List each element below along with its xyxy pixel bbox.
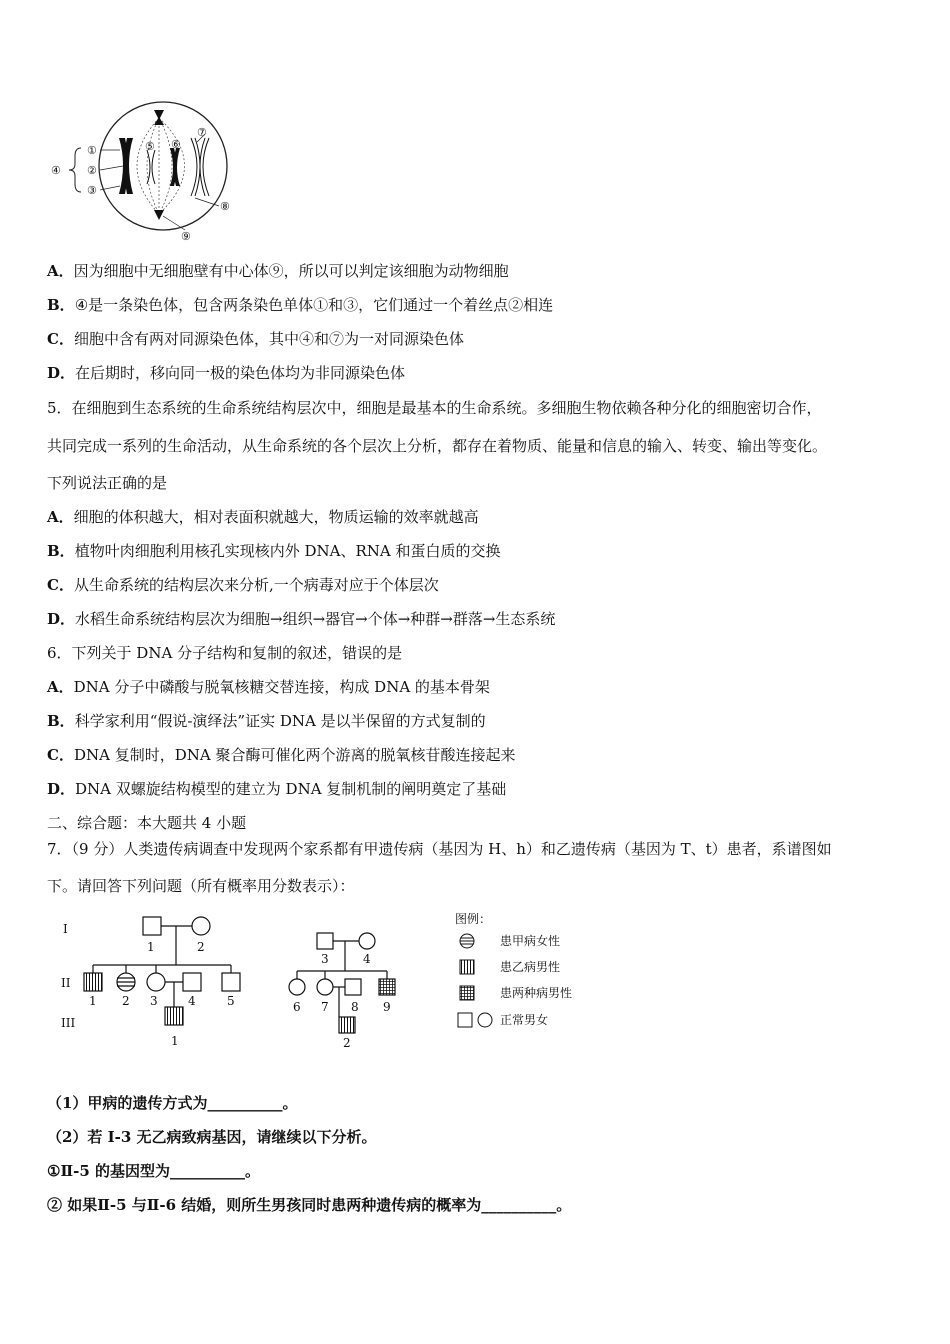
q7-sub1: （1）甲病的遗传方式为__________。 [47,1094,298,1112]
q6-option-c: C．DNA 复制时，DNA 聚合酶可催化两个游离的脱氧核苷酸连接起来 [47,746,516,764]
svg-text:9: 9 [383,1000,391,1014]
f2-8-male [345,979,361,995]
gen-label-II: II [61,976,71,990]
pedigree-chart [55,905,595,1055]
svg-text:3: 3 [321,952,329,966]
q7-sub2b: ② 如果Ⅱ-5 与Ⅱ-6 结婚，则所生男孩同时患两种遗传病的概率为__________。 [47,1196,572,1214]
f2-4-female [359,933,375,949]
svg-text:患两种病男性: 患两种病男性 [500,986,573,1000]
f2-9-male-both-diseases [379,979,395,995]
q5-option-a: A．细胞的体积越大，相对表面积就越大，物质运输的效率就越高 [47,508,479,526]
q5-stem-line1: 5．在细胞到生态系统的生命系统结构层次中，细胞是最基本的生命系统。多细胞生物依赖各种分化的细胞密切合作， [47,399,822,417]
q4-option-b: B．④是一条染色体，包含两条染色单体①和③，它们通过一个着丝点②相连 [47,296,554,314]
q5-option-d: D．水稻生命系统结构层次为细胞→组织→器官→个体→种群→群落→生态系统 [47,610,556,628]
q7-stem-line2: 下。请回答下列问题（所有概率用分数表示）： [47,877,355,895]
label-9: ⑨ [181,230,191,243]
q5-stem-line3: 下列说法正确的是 [47,474,168,492]
label-5: ⑤ [145,140,155,153]
svg-text:患乙病男性: 患乙病男性 [500,960,561,974]
svg-text:患甲病女性: 患甲病女性 [500,934,561,948]
label-1: ① [87,144,97,157]
f1-III-1-male-disease-b [165,1007,183,1025]
label-3: ③ [87,184,97,197]
svg-text:2: 2 [197,940,205,954]
svg-text:图例：: 图例： [455,912,492,926]
svg-text:2: 2 [343,1036,351,1050]
q4-option-a: A．因为细胞中无细胞壁有中心体⑨，所以可以判定该细胞为动物细胞 [47,262,509,280]
f2-6-female [289,979,305,995]
svg-text:5: 5 [227,994,235,1008]
f1-II-4-male [183,973,201,991]
f2-III-2-male-disease-b [339,1017,355,1033]
q5-stem-line2: 共同完成一系列的生命活动，从生命系统的各个层次上分析，都存在着物质、能量和信息的输入、转变、输出等变化。 [47,437,828,455]
svg-text:正常男女: 正常男女 [500,1013,549,1027]
f2-7-female [317,979,333,995]
f1-II-5-male [222,973,240,991]
svg-text:1: 1 [89,994,97,1008]
centriole-top [154,110,164,125]
label-6: ⑥ [171,138,181,151]
chromosome-small-6 [170,148,180,186]
gen-label-III: III [61,1016,76,1030]
q5-option-c: C．从生命系统的结构层次来分析,一个病毒对应于个体层次 [47,576,439,594]
q7-sub2a: ①Ⅱ-5 的基因型为__________。 [47,1162,260,1180]
svg-text:2: 2 [122,994,130,1008]
q5-option-b: B．植物叶肉细胞利用核孔实现核内外 DNA、RNA 和蛋白质的交换 [47,542,501,560]
svg-text:8: 8 [351,1000,359,1014]
svg-text:1: 1 [147,940,155,954]
f1-I-2-female [192,917,210,935]
q6-option-a: A．DNA 分子中磷酸与脱氧核糖交替连接，构成 DNA 的基本骨架 [47,678,490,696]
svg-text:6: 6 [293,1000,301,1014]
label-7: ⑦ [197,126,207,139]
section-2-heading: 二、综合题：本大题共 4 小题 [47,814,247,832]
f2-3-male [317,933,333,949]
f1-II-1-male-disease-b [84,973,102,991]
label-8: ⑧ [220,200,230,213]
svg-text:3: 3 [150,994,158,1008]
q4-option-c: C．细胞中含有两对同源染色体，其中④和⑦为一对同源染色体 [47,330,464,348]
centriole-bottom [154,210,164,220]
svg-text:4: 4 [188,994,196,1008]
gen-label-I: I [63,922,68,936]
chromosome-small-5 [147,150,155,184]
q6-stem: 6．下列关于 DNA 分子结构和复制的叙述，错误的是 [47,644,403,662]
q4-option-d: D．在后期时，移向同一极的染色体均为非同源染色体 [47,364,406,382]
pedigree-legend [455,911,572,1027]
q6-option-b: B．科学家利用“假说-演绎法”证实 DNA 是以半保留的方式复制的 [47,712,486,730]
svg-text:4: 4 [363,952,371,966]
cell-division-figure [45,98,245,248]
q7-sub2: （2）若 I-3 无乙病致病基因，请继续以下分析。 [47,1128,377,1146]
q6-option-d: D．DNA 双螺旋结构模型的建立为 DNA 复制机制的阐明奠定了基础 [47,780,507,798]
svg-text:7: 7 [321,1000,329,1014]
chromosome-large-7 [191,138,209,196]
f1-II-3-female [147,973,165,991]
label-2: ② [87,164,97,177]
label-4: ④ [51,164,61,177]
f1-I-1-male [143,917,161,935]
svg-text:1: 1 [171,1034,179,1048]
q7-stem-line1: 7．（9 分）人类遗传病调查中发现两个家系都有甲遗传病（基因为 H、h）和乙遗传病（基因为 T、t）患者，系谱图如 [47,840,832,858]
